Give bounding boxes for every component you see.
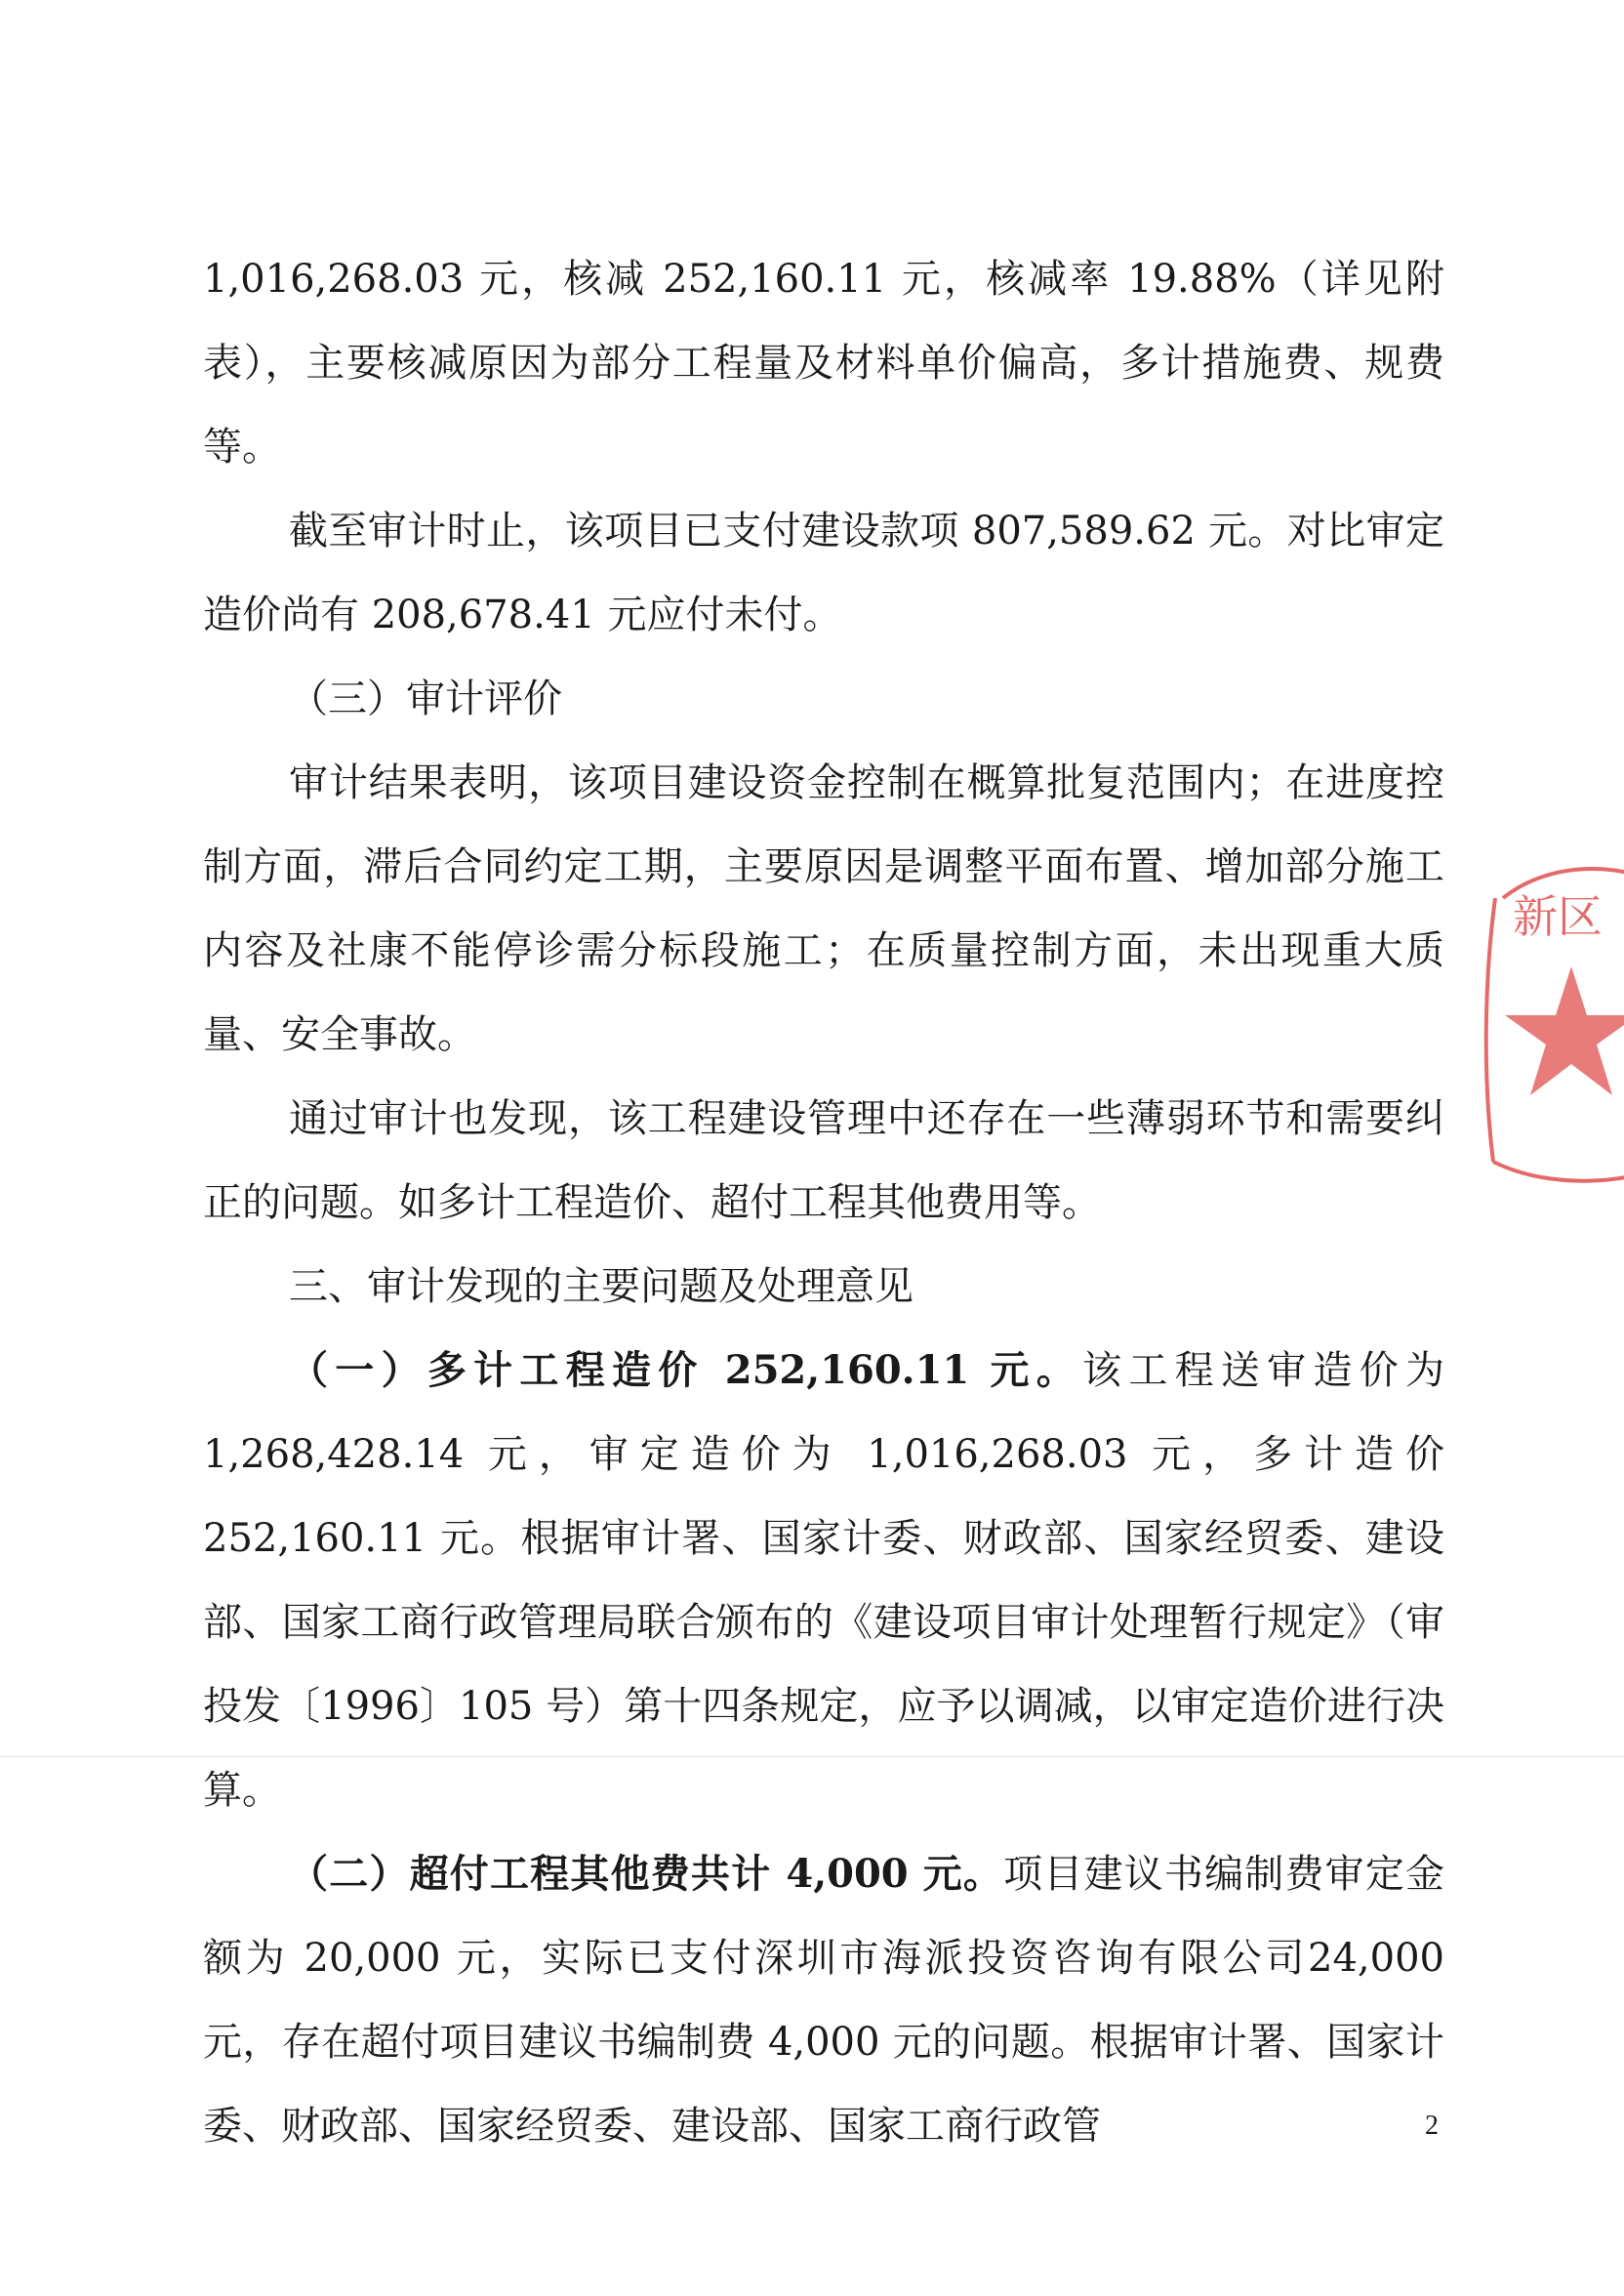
seal-ring-left — [1486, 898, 1495, 1162]
paragraph-2: 截至审计时止，该项目已支付建设款项 807,589.62 元。对比审定造价尚有 208,678.41 元应付未付。 — [203, 509, 1444, 637]
paragraph-6 — [203, 1832, 1444, 2168]
seal-star-icon — [1505, 966, 1624, 1095]
paragraph-1: 1,016,268.03 元，核减 252,160.11 元，核减率 19.88%（详见附表），主要核减原因为部分工程量及材料单价偏高，多计措施费、规费等。 — [203, 257, 1444, 470]
paragraph-4: 通过审计也发现，该工程建设管理中还存在一些薄弱环节和需要纠正的问题。如多计工程造价、超付工程其他费用等。 — [203, 1096, 1444, 1225]
paragraph-6-lead: （二）超付工程其他费共计 4,000 元。 — [289, 1851, 1004, 1897]
scan-artifact-line — [0, 1756, 1624, 1757]
body-text — [203, 237, 1444, 2168]
paragraph-5-lead: （一）多计工程造价 252,160.11 元。 — [289, 1347, 1083, 1393]
paragraph-3: 审计结果表明，该项目建设资金控制在概算批复范围内；在进度控制方面，滞后合同约定工期，主要原因是调整平面布置、增加部分施工内容及社康不能停诊需分标段施工；在质量控制方面，未出现重大质量、安全事故。 — [203, 760, 1444, 1057]
seal-text: 新区 — [1513, 890, 1603, 943]
paragraph-5-body: 该工程送审造价为1,268,428.14 元，审定造价为 1,016,268.03 元，多计造价 252,160.11 元。根据审计署、国家计委、财政部、国家经贸委、建设部、国家工商行政管理局联合颁布的《建设项目审计处理暂行规定》（审投发〔1996〕105 号）第十四条规定，应予以调减，以审定造价进行决算。 — [203, 1348, 1445, 1813]
official-seal-stamp — [1474, 840, 1624, 1210]
page-number: 2 — [1425, 2111, 1439, 2141]
paragraph-6-body: 项目建议书编制费审定金额为 20,000 元，实际已支付深圳市海派投资咨询有限公司24,000 元，存在超付项目建议书编制费 4,000 元的问题。根据审计署、国家计委、财政部、国家经贸委、建设部、国家工商行政管 — [203, 1852, 1445, 2149]
section-heading-audit-evaluation: （三）审计评价 — [289, 676, 562, 721]
section-heading-main-issues: 三、审计发现的主要问题及处理意见 — [289, 1264, 914, 1309]
seal-ring-bottom — [1493, 1152, 1624, 1181]
